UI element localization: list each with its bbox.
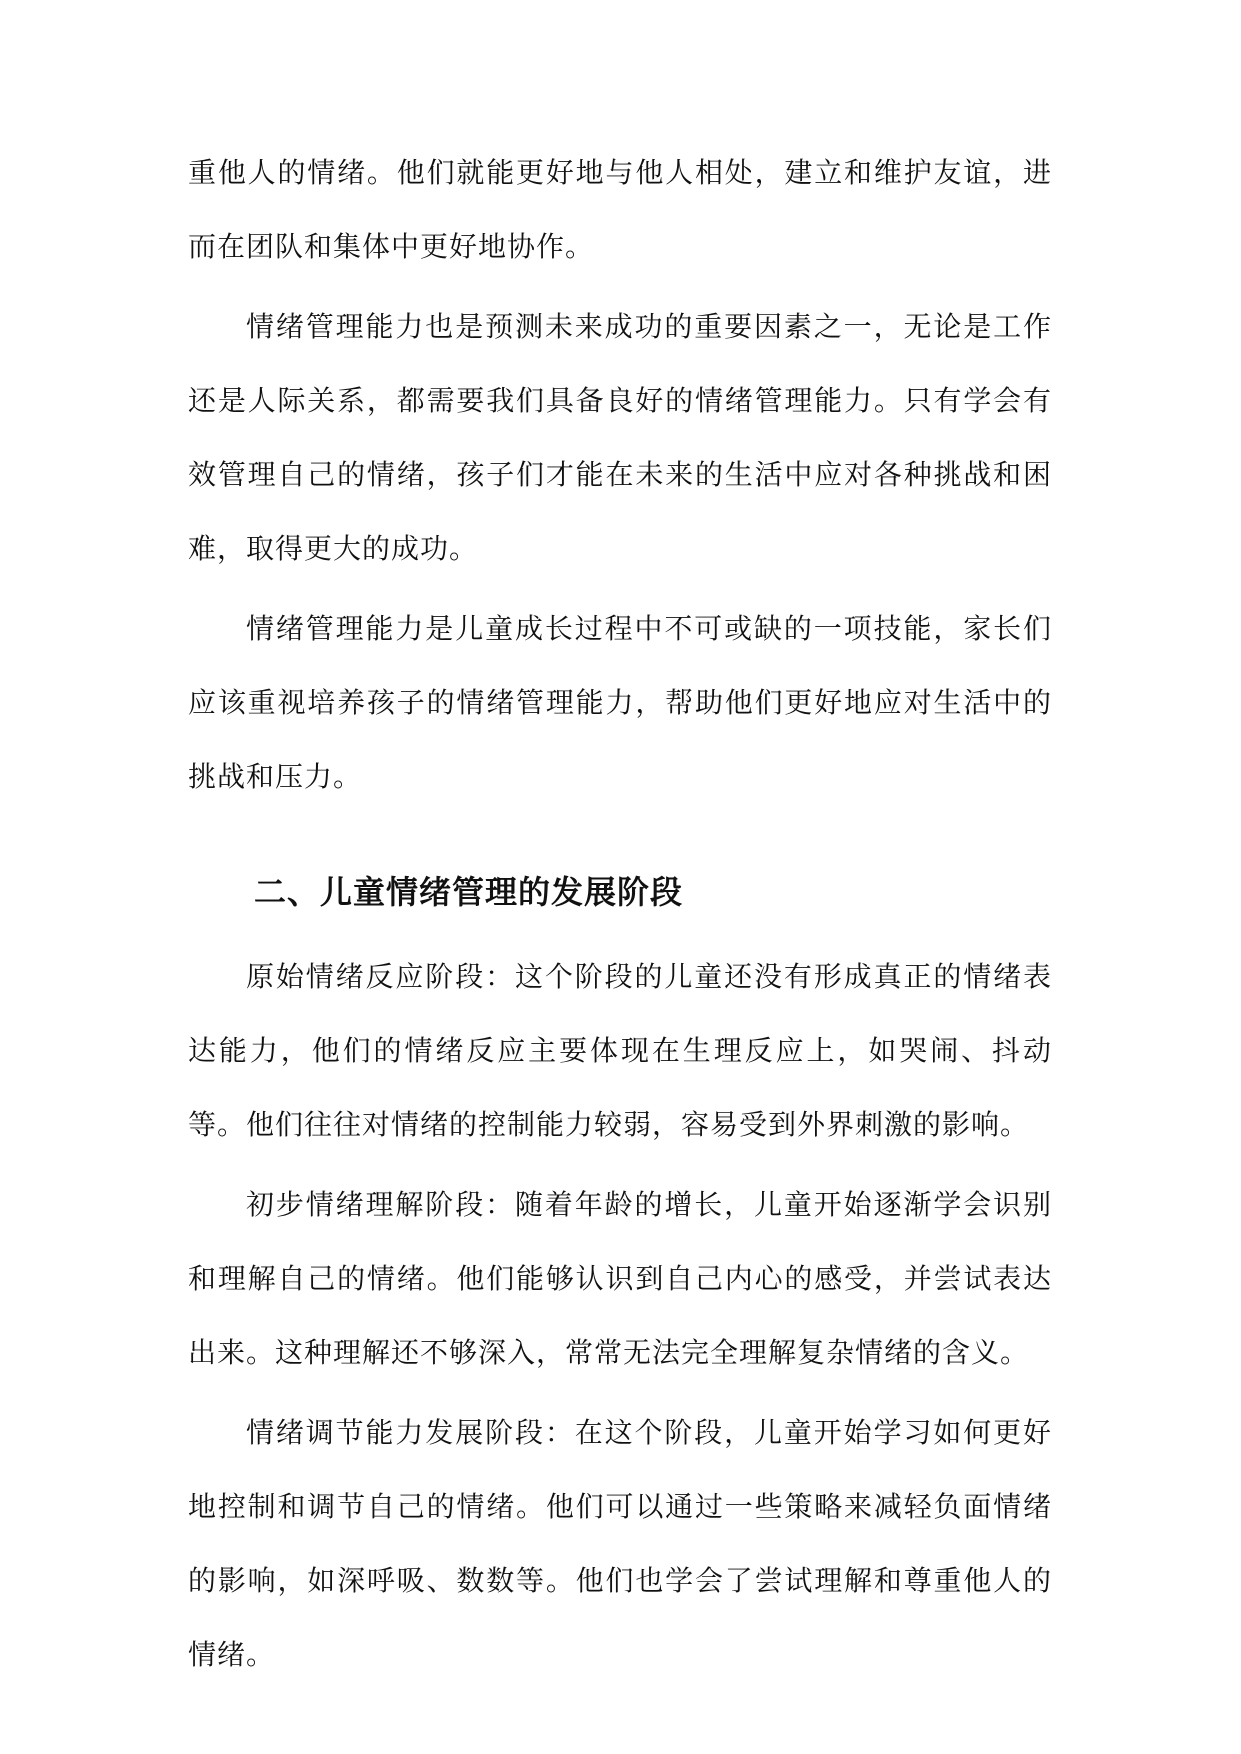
- paragraph-stage-regulation: 情绪调节能力发展阶段：在这个阶段，儿童开始学习如何更好地控制和调节自己的情绪。他们可以通过一些策略来减轻负面情绪的影响，如深呼吸、数数等。他们也学会了尝试理解和尊重他人的情绪。: [188, 1416, 1052, 1671]
- paragraph-stage-understanding: 初步情绪理解阶段：随着年龄的增长，儿童开始逐渐学会识别和理解自己的情绪。他们能够认识到自己内心的感受，并尝试表达出来。这种理解还不够深入，常常无法完全理解复杂情绪的含义。: [188, 1188, 1052, 1369]
- document-body: [188, 136, 1052, 1692]
- paragraph-emotion-management-success: 情绪管理能力也是预测未来成功的重要因素之一，无论是工作还是人际关系，都需要我们具备良好的情绪管理能力。只有学会有效管理自己的情绪，孩子们才能在未来的生活中应对各种挑战和困难，取得更大的成功。: [188, 310, 1052, 565]
- paragraph-continuation: 重他人的情绪。他们就能更好地与他人相处，建立和维护友谊，进而在团队和集体中更好地协作。: [188, 156, 1052, 263]
- paragraph-parents-role: 情绪管理能力是儿童成长过程中不可或缺的一项技能，家长们应该重视培养孩子的情绪管理能力，帮助他们更好地应对生活中的挑战和压力。: [188, 612, 1052, 793]
- section-heading: 二、儿童情绪管理的发展阶段: [254, 873, 684, 911]
- paragraph-stage-primitive: 原始情绪反应阶段：这个阶段的儿童还没有形成真正的情绪表达能力，他们的情绪反应主要体现在生理反应上，如哭闹、抖动等。他们往往对情绪的控制能力较弱，容易受到外界刺激的影响。: [188, 960, 1052, 1141]
